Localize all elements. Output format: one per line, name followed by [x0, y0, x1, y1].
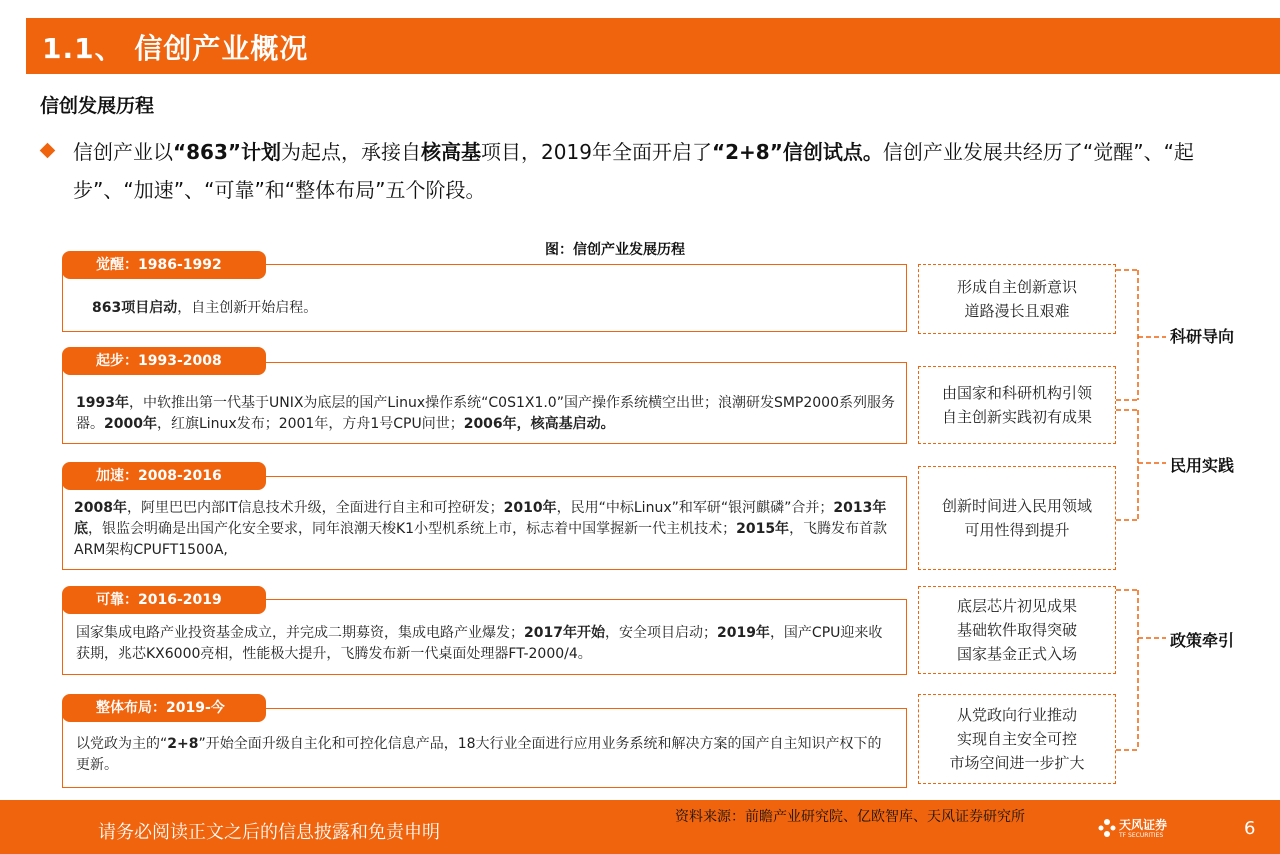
intro-paragraph: 信创产业以“863”计划为起点，承接自核高基项目，2019年全面开启了“2+8”信创试点。信创产业发展共经历了“觉醒”、“起步”、“加速”、“可靠”和“整体布局”五个阶段。 — [73, 140, 1194, 202]
disclaimer-text: 请务必阅读正文之后的信息披露和免责申明 — [98, 822, 440, 843]
source-text: 资料来源：前瞻产业研究院、亿欧智库、天风证券研究所 — [675, 809, 1025, 825]
stage-text-awakening: 863项目启动，自主创新开始启程。 — [92, 300, 318, 316]
figure-caption: 图：信创产业发展历程 — [545, 242, 685, 258]
title-bar — [26, 18, 1280, 74]
stage-text-start: 1993年，中软推出第一代基于UNIX为底层的国产Linux操作系统“C0S1X1.0”国产操作系统横空出世；浪潮研发SMP2000系列服务器。2000年，红旗Linux发布；2001年，方舟1号CPU问世；2006年，核高基启动。 — [76, 395, 896, 432]
stage-text-acceleration: 2008年，阿里巴巴内部IT信息技术升级，全面进行自主和可控研发；2010年，民用“中标Linux”和军研“银河麒磷”合并；2013年底，银监会明确是出国产化安全要求，同年浪潮天梭K1小型机系统上市，标志着中国掌握新一代主机技术；2015年，飞腾发布首款ARM架构CPUFT1500A, — [74, 500, 888, 558]
tf-securities-logo — [1097, 814, 1187, 844]
stage-text-reliable: 国家集成电路产业投资基金成立，并完成二期募资，集成电路产业爆发；2017年开始，安全项目启动；2019年，国产CPU迎来收获期，兆芯KX6000亮相，性能极大提升，飞腾发布新一代桌面处理器FT-2000/4。 — [76, 625, 883, 662]
summary-box-reliable: 底层芯片初见成果 基础软件取得突破 国家基金正式入场 — [918, 586, 1116, 674]
summary-box-start: 由国家和科研机构引领 自主创新实践初有成果 — [918, 366, 1116, 444]
stage-tab-awakening: 觉醒：1986-1992 — [62, 251, 266, 279]
summary-box-overall-layout: 从党政向行业推动 实现自主安全可控 市场空间进一步扩大 — [918, 694, 1116, 784]
bracket-label-research: 科研导向 — [1170, 327, 1235, 346]
bracket-connectors — [1116, 260, 1176, 760]
logo-subtext: TF SECURITIES — [1119, 832, 1164, 839]
stage-tab-start: 起步：1993-2008 — [62, 347, 266, 375]
page-number: 6 — [1244, 818, 1256, 839]
stage-tab-overall-layout: 整体布局：2019-今 — [62, 694, 266, 722]
stage-tab-acceleration: 加速：2008-2016 — [62, 462, 266, 490]
stage-text-overall-layout: 以党政为主的“2+8”开始全面升级自主化和可控化信息产品，18大行业全面进行应用业务系统和解决方案的国产自主知识产权下的更新。 — [76, 736, 882, 773]
summary-box-acceleration: 创新时间进入民用领域 可用性得到提升 — [918, 466, 1116, 570]
bracket-label-civilian: 民用实践 — [1170, 456, 1235, 475]
page-title: 1.1、 信创产业概况 — [42, 32, 309, 65]
logo-text: 天风证券 — [1119, 818, 1168, 832]
bracket-label-policy: 政策牵引 — [1170, 631, 1235, 650]
summary-box-awakening: 形成自主创新意识 道路漫长且艰难 — [918, 264, 1116, 334]
diamond-bullet-icon — [40, 143, 56, 159]
stage-tab-reliable: 可靠：2016-2019 — [62, 586, 266, 614]
section-heading: 信创发展历程 — [40, 95, 155, 117]
logo-mark-icon — [1097, 816, 1117, 842]
